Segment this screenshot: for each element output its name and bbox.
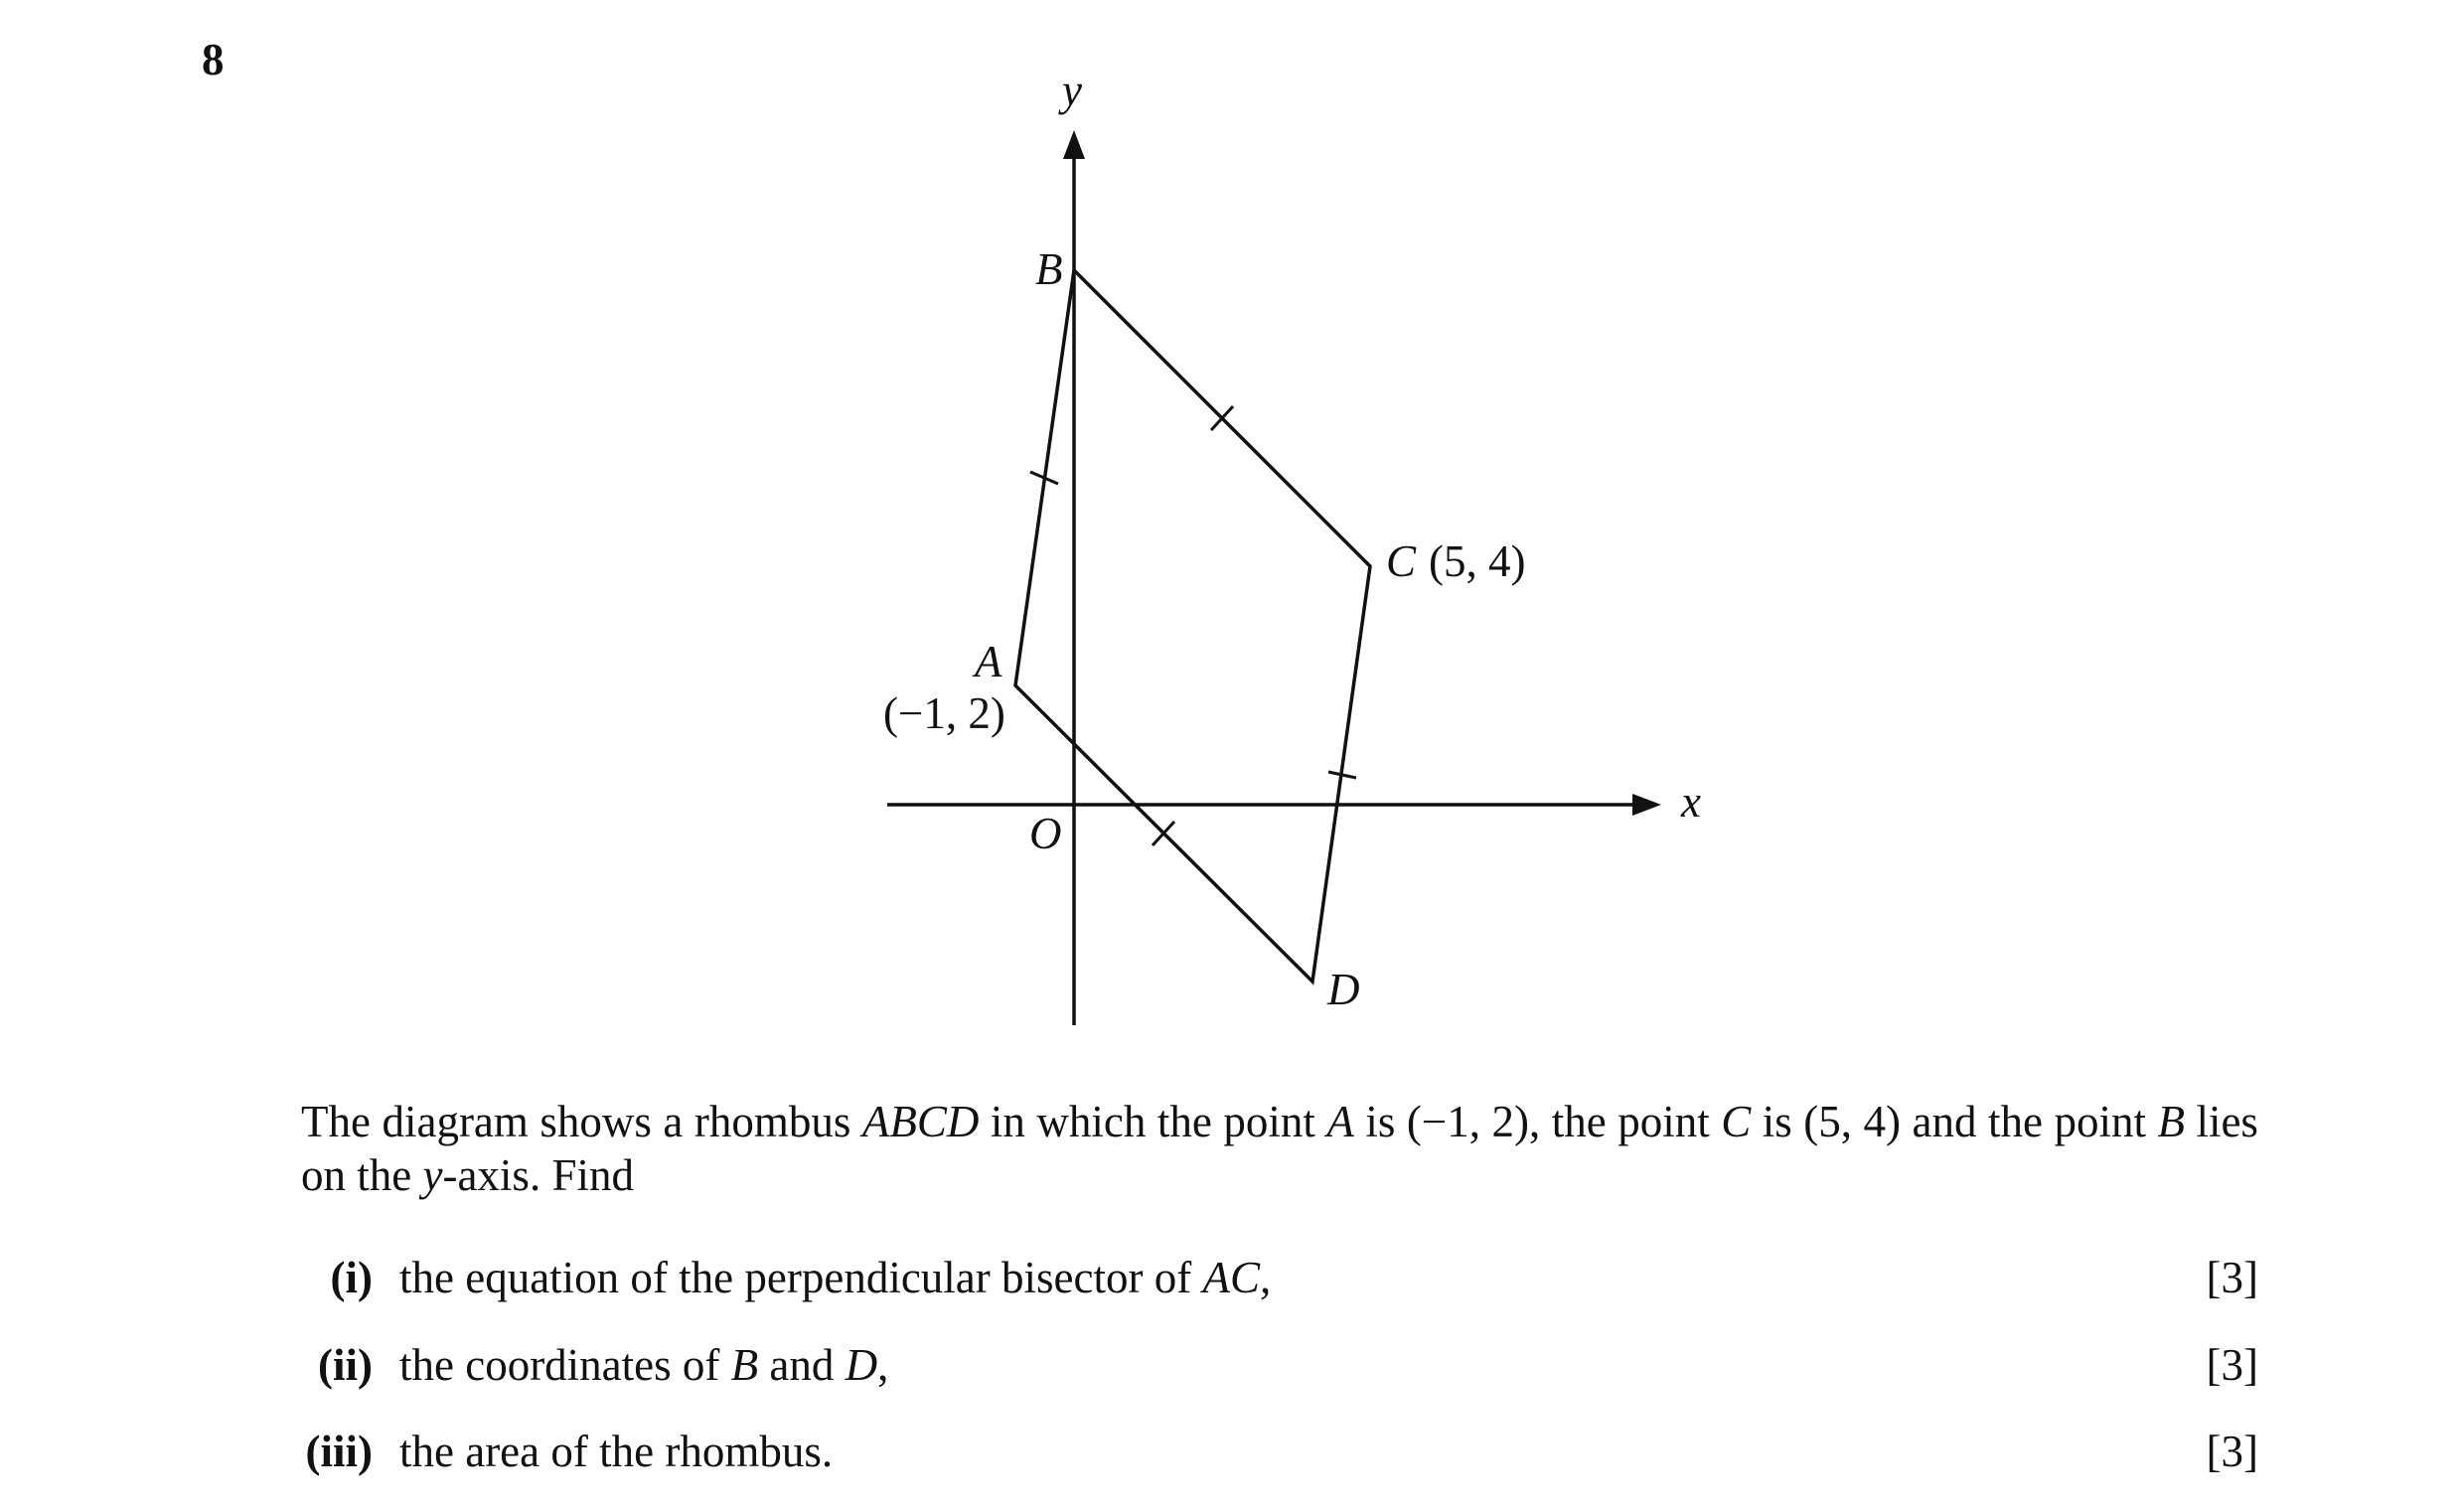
question-part-ii	[301, 1337, 2258, 1393]
origin-label: O	[1029, 809, 1062, 858]
part-text: the coordinates of B and D,	[399, 1340, 889, 1390]
part-label: (ii)	[318, 1340, 373, 1390]
vertex-c-label: C	[1386, 536, 1417, 586]
y-axis-arrowhead	[1063, 130, 1085, 159]
part-marks: [3]	[2206, 1253, 2258, 1302]
part-label: (i)	[330, 1253, 373, 1302]
part-text: the area of the rhombus.	[399, 1427, 834, 1476]
rhombus-abcd	[1015, 270, 1370, 982]
vertex-a-label: A	[975, 637, 1002, 686]
part-text: the equation of the perpendicular bisector of AC,	[399, 1253, 1272, 1302]
question-part-iii	[301, 1424, 2258, 1479]
y-axis-label: y	[1062, 66, 1082, 115]
part-marks: [3]	[2206, 1427, 2258, 1476]
question-intro: The diagram shows a rhombus ABCD in which the point A is (−1, 2), the point C is (5, 4) and the point B lies on the y-axis. Find	[301, 1097, 2258, 1200]
question-part-i	[301, 1250, 2258, 1305]
vertex-a-coords: (−1, 2)	[883, 688, 1005, 738]
x-axis-label: x	[1681, 777, 1701, 827]
vertex-c-coords: (5, 4)	[1429, 536, 1526, 586]
vertex-b-label: B	[1035, 244, 1063, 294]
part-marks: [3]	[2206, 1340, 2258, 1390]
question-number: 8	[202, 35, 225, 84]
part-label: (iii)	[305, 1427, 373, 1476]
x-axis-arrowhead	[1632, 794, 1661, 816]
vertex-d-label: D	[1327, 965, 1360, 1014]
